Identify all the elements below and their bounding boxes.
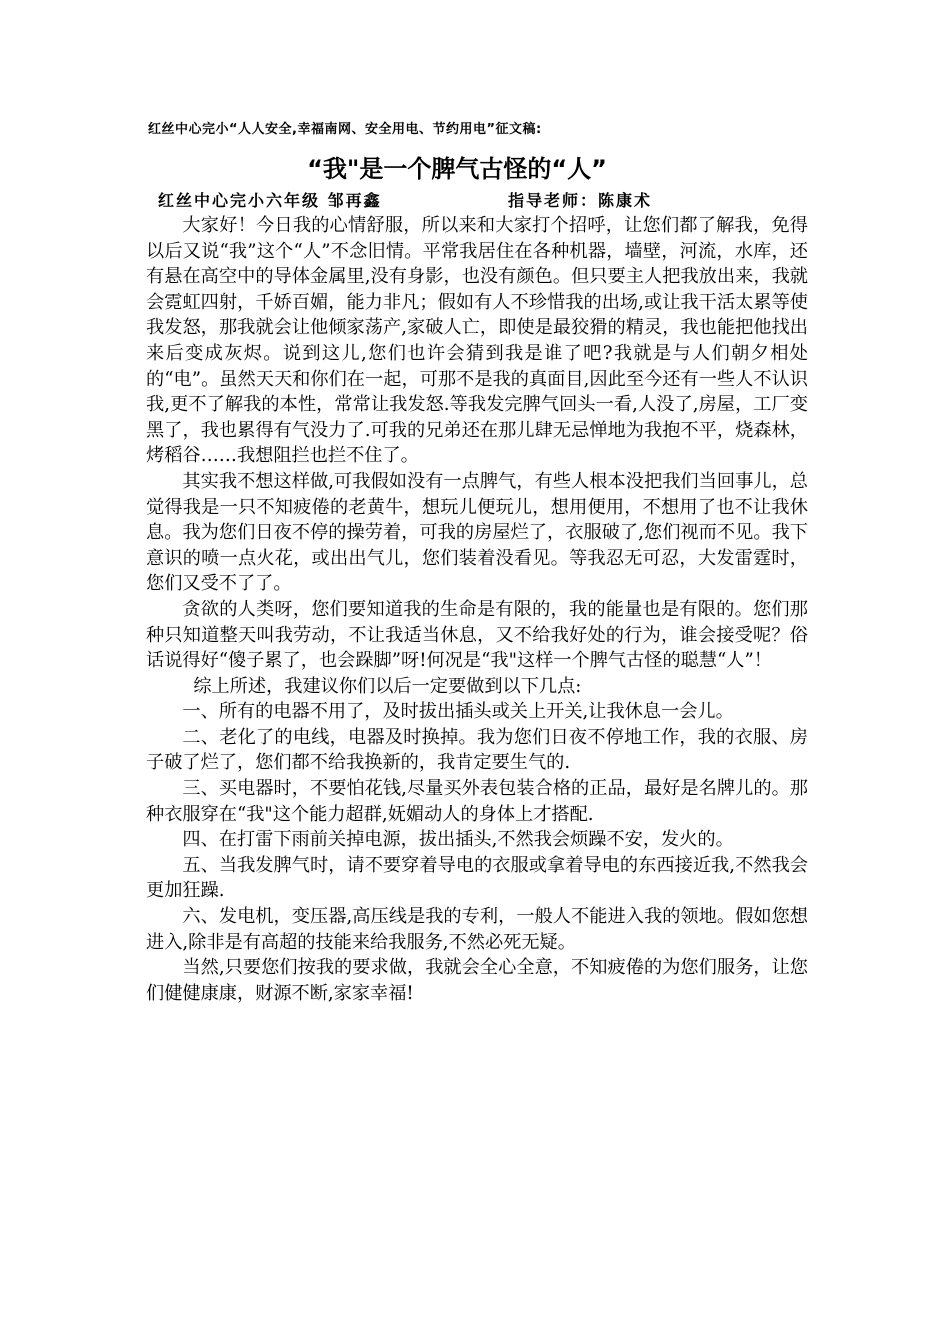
list-item: 一、所有的电器不用了，及时拔出插头或关上开关,让我休息一会儿。 xyxy=(182,701,734,723)
list-item: 二、老化了的电线，电器及时换掉。我为您们日夜不停地工作，我的衣服、房子破了烂了，您们都不给我换新的，我肯定要生气的. xyxy=(146,726,808,774)
author-name: 红丝中心完小六年级 邹再鑫 xyxy=(158,191,382,210)
list-item: 三、买电器时，不要怕花钱,尽量买外表包装合格的正品，最好是名牌儿的。那种衣服穿在“我"这个能力超群,妩媚动人的身体上才搭配. xyxy=(146,778,808,825)
byline xyxy=(158,189,808,213)
paragraph: 其实我不想这样做,可我假如没有一点脾气，有些人根本没把我们当回事儿，总觉得我是一只不知疲倦的老黄牛，想玩儿便玩儿，想用便用，不想用了也不让我休息。我为您们日夜不停的操劳着，可我的房屋烂了，衣服破了,您们视而不见。我下意识的喷一点火花，或出出气儿，您们装着没看见。等我忍无可忍，大发雷霆时，您们又受不了了。 xyxy=(146,470,808,595)
list-item: 六、发电机，变压器,高压线是我的专利，一般人不能进入我的领地。假如您想进入,除非是有高超的技能来给我服务,不然必死无疑。 xyxy=(146,906,808,953)
teacher-name: 指导老师：陈康术 xyxy=(508,191,653,210)
essay-body xyxy=(146,213,808,1006)
document-title: “我"是一个脾气古怪的“人” xyxy=(307,155,607,183)
list-item: 四、在打雷下雨前关掉电源，拔出插头,不然我会烦躁不安，发火的。 xyxy=(182,829,734,851)
list-item: 五、当我发脾气时，请不要穿着导电的衣服或拿着导电的东西接近我,不然我会更加狂躁. xyxy=(146,854,808,902)
paragraph: 综上所述，我建议你们以后一定要做到以下几点: xyxy=(193,675,582,697)
paragraph: 大家好！今日我的心情舒服，所以来和大家打个招呼，让您们都了解我，免得以后又说“我”这个“人”不念旧情。平常我居住在各种机器，墙壁，河流，水库，还有悬在高空中的导体金属里,没有身影，也没有颜色。但只要主人把我放出来，我就会霓虹四射，千娇百媚，能力非凡；假如有人不珍惜我的出场,或让我干活太累等使我发怒，那我就会让他倾家荡产,家破人亡，即使是最狡猾的精灵，我也能把他找出来后变成灰烬。说到这儿,您们也许会猜到我是谁了吧?我就是与人们朝夕相处的“电”。虽然天天和你们在一起，可那不是我的真面目,因此至今还有一些人不认识我,更不了解我的本性，常常让我发怒.等我发完脾气回头一看,人没了,房屋，工厂变黑了，我也累得有气没力了.可我的兄弟还在那儿肆无忌惮地为我抱不平，烧森林，烤稻谷……我想阻拦也拦不住了。 xyxy=(146,215,808,467)
paragraph: 当然,只要您们按我的要求做，我就会全心全意，不知疲倦的为您们服务，让您们健健康康，财源不断,家家幸福! xyxy=(146,957,808,1004)
essay-header: 红丝中心完小“人人安全,幸福南网、安全用电、节约用电”征文稿: xyxy=(148,122,542,137)
paragraph: 贪欲的人类呀，您们要知道我的生命是有限的，我的能量也是有限的。您们那种只知道整天叫我劳动，不让我适当休息，又不给我好处的行为，谁会接受呢？俗话说得好“傻子累了，也会跺脚”呀!何况是“我"这样一个脾气古怪的聪慧“人”！ xyxy=(146,598,808,672)
document-page xyxy=(146,120,808,1006)
